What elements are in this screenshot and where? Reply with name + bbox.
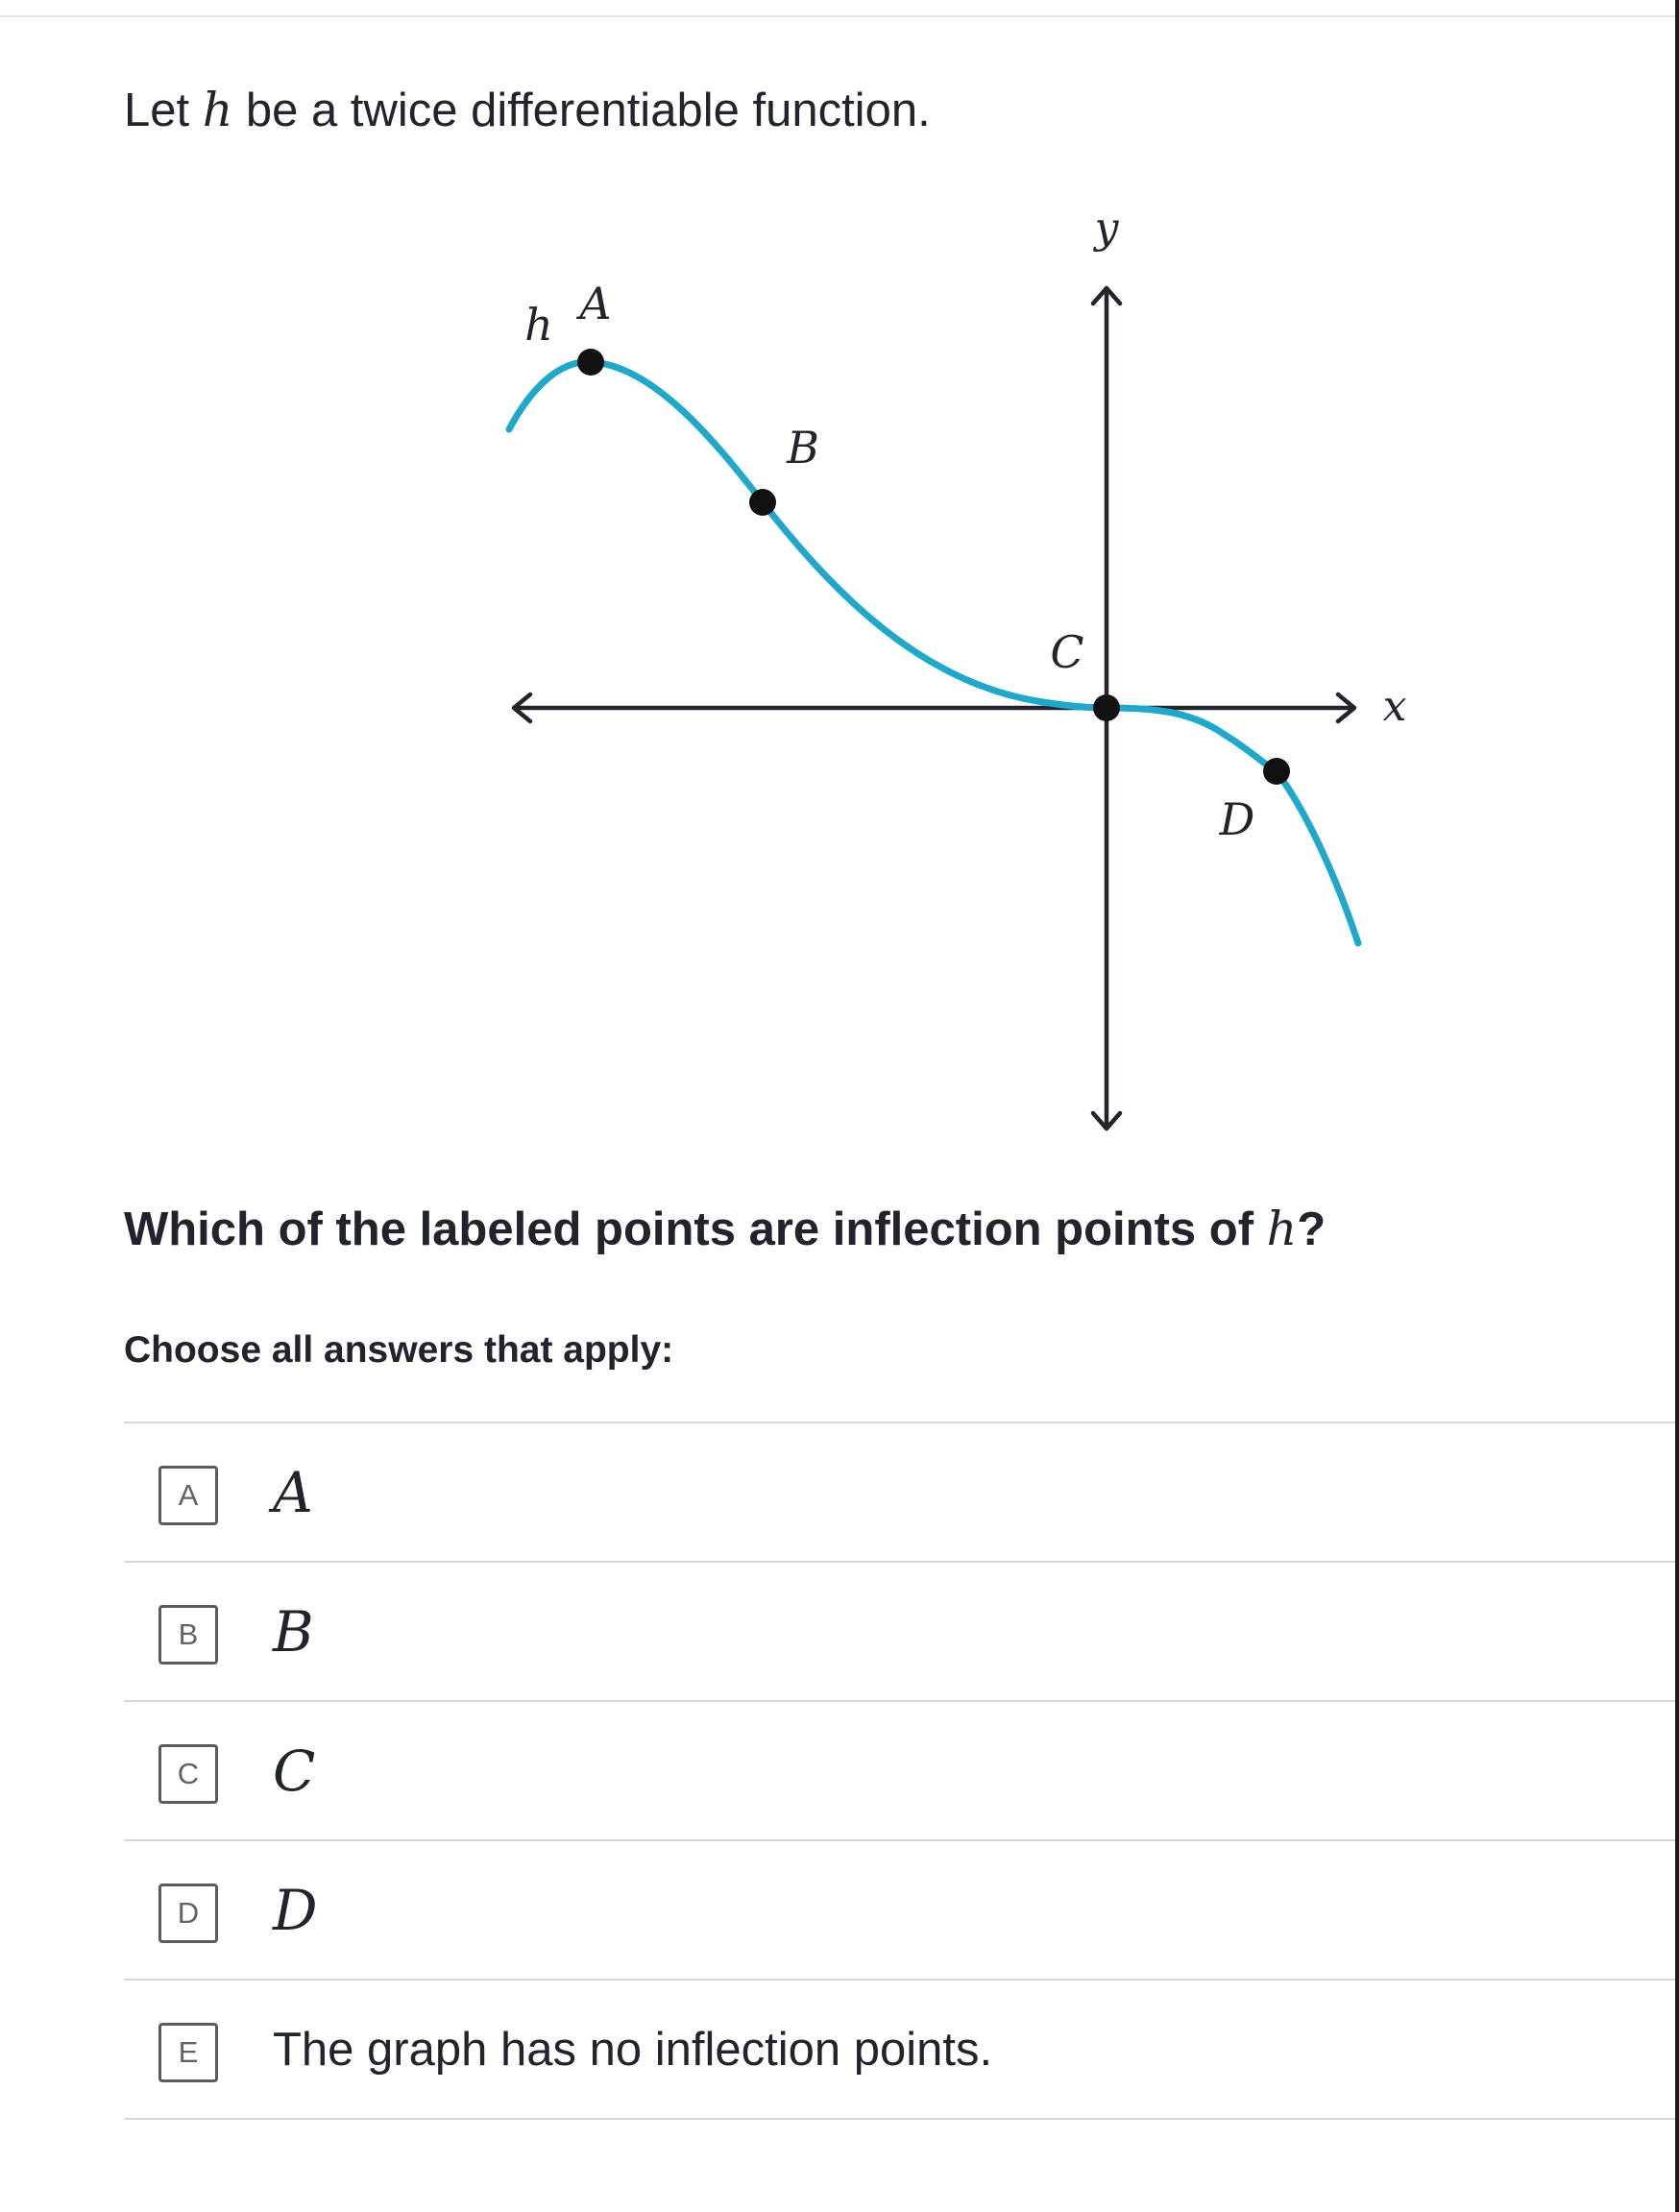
choice-d[interactable] (124, 1841, 1675, 1981)
choice-b-letter-box[interactable]: B (158, 1605, 218, 1665)
choice-b-text: B (273, 1599, 314, 1665)
choice-a[interactable] (124, 1423, 1675, 1563)
y-axis-label: y (1094, 204, 1119, 253)
choice-e-text: The graph has no inflection points. (273, 2024, 993, 2076)
question-prompt (124, 1196, 1326, 1263)
intro-text-start: Let (124, 85, 203, 136)
point-c-label: C (1050, 626, 1084, 678)
point-b-label: B (787, 422, 819, 474)
intro-function-name: h (202, 83, 233, 137)
function-curve (509, 362, 1358, 943)
choice-a-text: A (273, 1460, 313, 1525)
x-axis (514, 694, 1354, 721)
answer-choices (124, 1422, 1675, 2120)
choice-e[interactable] (124, 1981, 1675, 2120)
point-a-label: A (579, 278, 612, 329)
question-text-end: ? (1297, 1203, 1326, 1255)
choice-c[interactable] (124, 1702, 1675, 1841)
point-d-dot (1263, 758, 1290, 785)
question-function-name: h (1266, 1202, 1298, 1256)
point-d-label: D (1219, 793, 1255, 845)
choice-d-letter-box[interactable]: D (158, 1884, 218, 1943)
choice-b[interactable] (124, 1563, 1675, 1702)
choice-c-letter-box[interactable]: C (158, 1744, 218, 1804)
choice-c-text: C (273, 1738, 316, 1804)
intro-text-end: be a twice differentiable function. (232, 85, 931, 136)
point-c-dot (1093, 694, 1120, 721)
choice-d-text: D (273, 1878, 318, 1943)
function-label: h (524, 299, 553, 351)
x-axis-label: x (1382, 682, 1407, 731)
choice-a-letter-box[interactable]: A (158, 1466, 218, 1525)
point-a-dot (577, 349, 604, 376)
answer-instruction: Choose all answers that apply: (124, 1329, 674, 1371)
question-text-start: Which of the labeled points are inflection points of (124, 1203, 1267, 1255)
point-b-dot (749, 489, 776, 516)
choice-e-letter-box[interactable]: E (158, 2023, 218, 2082)
